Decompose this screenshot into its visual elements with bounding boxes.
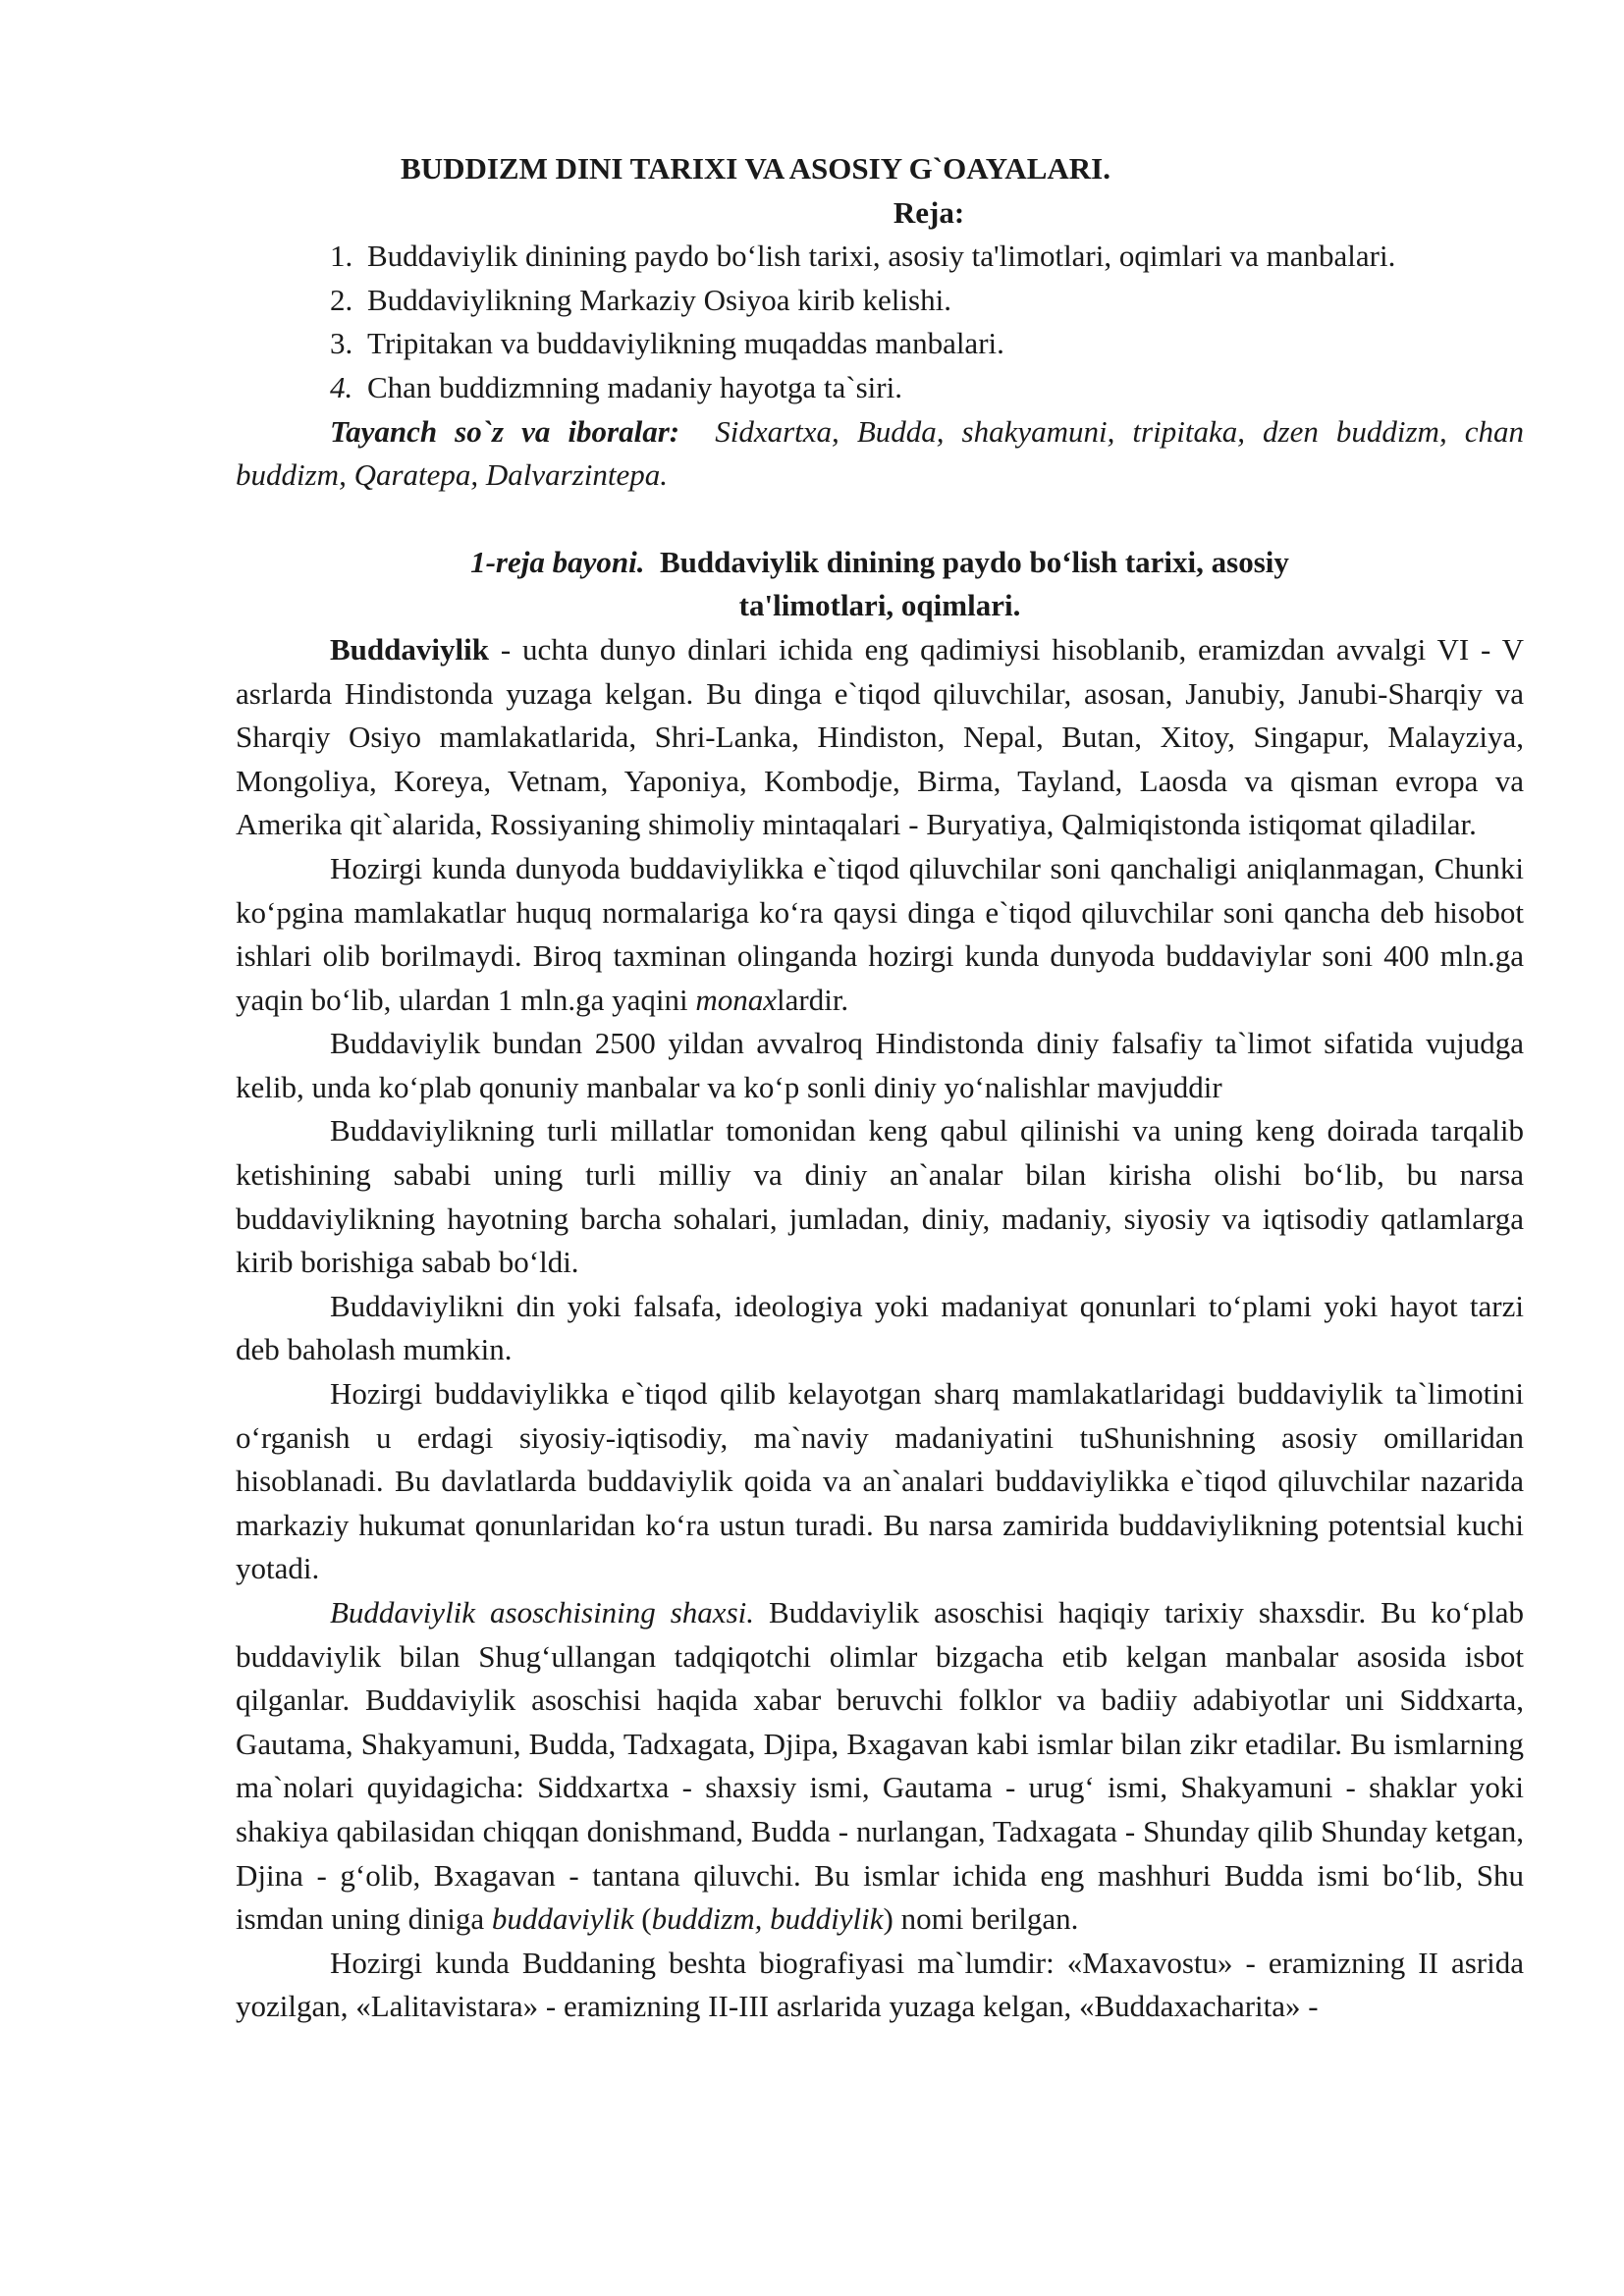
plan-item-number: 1. [330,239,353,274]
section-title-line1: Buddaviylik dinining paydo bo‘lish tarixi, asosiy [659,544,1289,579]
plan-item [330,279,1524,323]
section-label: 1-reja bayoni. [470,544,645,579]
paragraph-text: ) nomi berilgan. [883,1901,1079,1937]
plan-list [236,235,1524,409]
term-italic: buddizm, buddiylik [651,1901,884,1937]
body-paragraph-1 [236,628,1524,847]
plan-item-text: Buddaviylik dinining paydo bo‘lish tarixi, asosiy ta'limotlari, oqimlari va manbalari. [367,239,1396,274]
plan-item [330,322,1524,366]
plan-item-number: 4. [330,369,353,404]
paragraph-text: Hozirgi kunda dunyoda buddaviylikka e`tiqod qiluvchilar soni qanchaligi aniqlanmagan, Chunki ko‘pgina mamlakatlar huquq normalariga ko‘ra qaysi dinga e`tiqod qiluvchilar soni qancha deb hisobot ishlari olib borilmaydi. Biroq taxminan olinganda hozirgi kunda dunyoda buddaviylar soni 400 mln.ga yaqin bo‘lib, ulardan 1 mln.ga yaqini [236,850,1524,1017]
plan-item [330,235,1524,279]
term-italic: buddaviylik [491,1901,634,1937]
term-italic: monax [695,982,778,1017]
paragraph-text: lardir. [777,982,849,1017]
body-paragraph-6: Hozirgi buddaviylikka e`tiqod qilib kelayotgan sharq mamlakatlaridagi buddaviylik ta`limotini o‘rganish u erdagi siyosiy-iqtisodiy, ma`naviy madaniyatini tuShunishning asosiy omillaridan hisoblanadi. Bu davlatlarda buddaviylik qoida va an`analari buddaviylikka e`tiqod qiluvchilar nazarida markaziy hukumat qonunlaridan ko‘ra ustun turadi. Bu narsa zamirida buddaviylikning potentsial kuchi yotadi. [236,1376,1524,1586]
keywords-label: Tayanch so`z va iboralar: [330,413,680,449]
paragraph-text: ( [633,1901,652,1937]
subheading-italic: Buddaviylik asoschisining shaxsi. [330,1595,754,1629]
body-paragraph-8: Hozirgi kunda Buddaning beshta biografiyasi ma`lumdir: «Maxavostu» - eramizning II asrida yozilgan, «Lalitavistara» - eramizning II-III asrlarida yuzaga kelgan, «Buddaxacharita» - [236,1945,1524,2024]
paragraph-text: - uchta dunyo dinlari ichida eng qadimiysi hisoblanib, eramizdan avvalgi VI - V asrlarda Hindistonda yuzaga kelgan. Bu dinga e`tiqod qiluvchilar, asosan, Janubiy, Janubi-Sharqiy va Sharqiy Osiyo mamlakatlarida, Shri-Lanka, Hindiston, Nepal, Butan, Xitoy, Singapur, Malayziya, Mongoliya, Koreya, Vetnam, Yaponiya, Kombodje, Birma, Tayland, Laosda va qisman evropa va Amerika qit`alarida, Rossiyaning shimoliy mintaqalari - Buryatiya, Qalmiqistonda istiqomat qiladilar. [236,631,1524,842]
plan-item-text: Chan buddizmning madaniy hayotga ta`siri. [367,369,902,404]
body-paragraph-2 [236,847,1524,1022]
keywords-paragraph [236,410,1524,498]
keywords-text: Sidxartxa, Budda, shakyamuni, tripitaka, dzen buddizm, chan buddizm, Qaratepa, Dalvarzintepa. [236,413,1524,493]
plan-heading: Reja: [893,194,965,230]
body-paragraph-4: Buddaviylikning turli millatlar tomonidan keng qabul qilinishi va uning keng doirada tarqalib ketishining sababi uning turli milliy va diniy an`analar bilan kirisha olishi bo‘lib, bu narsa buddaviylikning hayotning barcha sohalari, jumladan, diniy, madaniy, siyosiy va iqtisodiy qatlamlarga kirib borishiga sabab bo‘ldi. [236,1113,1524,1280]
term-bold: Buddaviylik [330,631,489,667]
plan-item-text: Buddaviylikning Markaziy Osiyoa kirib kelishi. [367,282,951,317]
body-paragraph-7 [236,1591,1524,1942]
paragraph-text: Buddaviylik asoschisi haqiqiy tarixiy shaxsdir. Bu ko‘plab buddaviylik bilan Shug‘ullangan tadqiqotchi olimlar bizgacha etib kelgan manbalar asosida isbot qilganlar. Buddaviylik asoschisi haqida xabar beruvchi folklor va badiiy adabiyotlar uni Siddxarta, Gautama, Shakyamuni, Budda, Tadxagata, Djipa, Bxagavan kabi ismlar bilan zikr etadilar. Bu ismlarning ma`nolari quyidagicha: Siddxartxa - shaxsiy ismi, Gautama - urug‘ ismi, Shakyamuni - shaklar yoki shakiya qabilasidan chiqqan donishmand, Budda - nurlangan, Tadxagata - Shunday qilib Shunday ketgan, Djina - g‘olib, Bxagavan - tantana qiluvchi. Bu ismlar ichida eng mashhuri Budda ismi bo‘lib, Shu ismdan uning diniga [236,1595,1524,1937]
plan-item [330,366,1524,410]
section-heading [236,541,1524,628]
document-page [236,147,1524,2029]
document-title: BUDDIZM DINI TARIXI VA ASOSIY G`OAYALARI. [401,151,1110,186]
plan-item-text: Tripitakan va buddaviylikning muqaddas manbalari. [367,326,1004,361]
plan-item-number: 3. [330,326,353,361]
section-title-line2: ta'limotlari, oqimlari. [738,588,1021,623]
body-paragraph-5: Buddaviylikni din yoki falsafa, ideologiya yoki madaniyat qonunlari to‘plami yoki hayot tarzi deb baholash mumkin. [236,1288,1524,1367]
plan-item-number: 2. [330,282,353,317]
body-paragraph-3: Buddaviylik bundan 2500 yildan avvalroq Hindistonda diniy falsafiy ta`limot sifatida vujudga kelib, unda ko‘plab qonuniy manbalar va ko‘p sonli diniy yo‘nalishlar mavjuddir [236,1026,1524,1104]
